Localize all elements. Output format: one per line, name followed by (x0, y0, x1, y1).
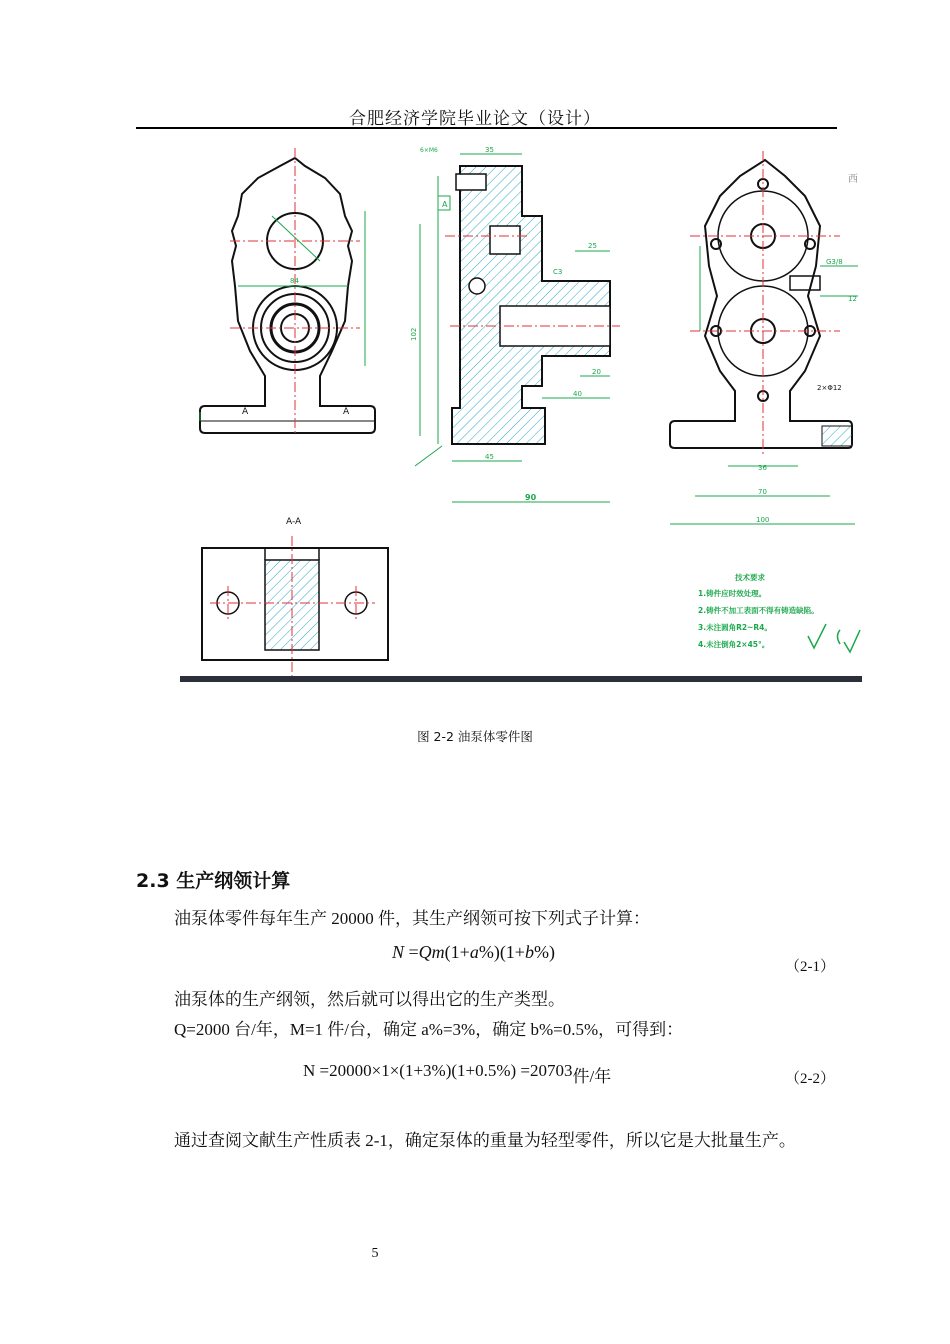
side-mark: 西 (848, 174, 858, 185)
equation-2-unit: 件/年 (572, 1067, 612, 1086)
dim-102: 102 (410, 327, 418, 341)
dim-84: 84 (290, 277, 299, 285)
hole-callout: 2×Φ12 (817, 384, 842, 392)
note-1: 1.铸件应时效处理。 (698, 589, 767, 598)
dim-12: 12 (848, 295, 857, 303)
dim-36: 36 (758, 464, 767, 472)
pump-body-drawing (180, 136, 862, 684)
section-heading: 2.3 生产纲领计算 (136, 870, 291, 892)
dim-25: 25 (588, 242, 597, 250)
thread-callout: 6×M6 (420, 147, 438, 154)
svg-text:A: A (442, 200, 448, 209)
note-2: 2.铸件不加工表面不得有铸造缺陷。 (698, 606, 819, 615)
paragraph-2: 油泵体的生产纲领，然后就可以得出它的生产类型。 (174, 990, 565, 1009)
section-label-aa: A-A (286, 517, 302, 527)
equation-2 (303, 1056, 612, 1086)
page-number: 5 (371, 1246, 379, 1261)
chamfer-c3: C3 (553, 268, 563, 276)
equation-1: N =Qm(1+a%)(1+b%) (392, 942, 555, 962)
thread-g38: G3/8 (826, 258, 843, 266)
dim-35: 35 (485, 146, 494, 154)
paragraph-3: Q=2000 台/年，M=1 件/台，确定 a%=3%，确定 b%=0.5%，可得到： (174, 1020, 684, 1039)
dim-20: 20 (592, 368, 601, 376)
dim-90: 90 (525, 493, 537, 502)
page-header-title: 合肥经济学院毕业论文（设计） (349, 109, 601, 128)
figure-caption: 图 2-2 油泵体零件图 (417, 729, 533, 744)
dim-40: 40 (573, 390, 582, 398)
paragraph-1: 油泵体零件每年生产 20000 件，其生产纲领可按下列式子计算： (174, 909, 650, 928)
header-divider (136, 127, 837, 129)
section-arrow-a-right: A (343, 407, 350, 417)
paragraph-4: 通过查阅文献生产性质表 2-1，确定泵体的重量为轻型零件，所以它是大批量生产。 (174, 1131, 796, 1150)
notes-title: 技术要求 (735, 573, 765, 582)
equation-2-body: N =20000×1×(1+3%)(1+0.5%) =20703 (303, 1061, 573, 1080)
equation-2-number: （2-2） (785, 1071, 835, 1087)
dim-100: 100 (756, 516, 770, 524)
note-4: 4.未注倒角2×45°。 (698, 640, 770, 649)
figure-bottom-bar (180, 676, 862, 682)
equation-1-number: （2-1） (785, 959, 835, 975)
note-3: 3.未注圆角R2~R4。 (698, 623, 772, 632)
dim-70: 70 (758, 488, 767, 496)
section-arrow-a-left: A (242, 407, 249, 417)
dim-45: 45 (485, 453, 494, 461)
